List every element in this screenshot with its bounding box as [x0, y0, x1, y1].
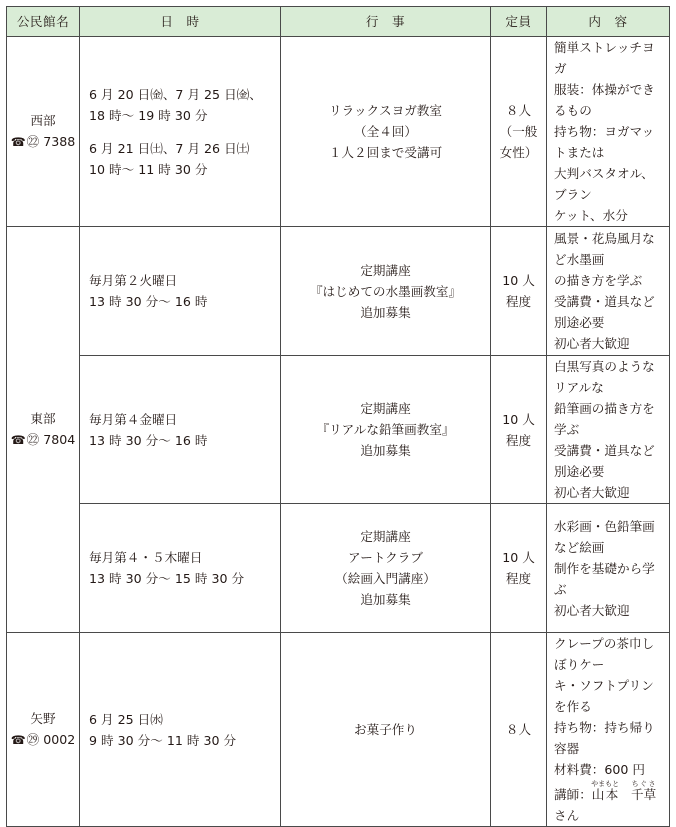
hall-name: 東部 — [30, 411, 56, 426]
hall-name: 西部 — [30, 113, 56, 128]
spacer — [89, 126, 280, 138]
datetime-line: 10 時～ 11 時 30 分 — [89, 161, 208, 177]
capacity-cell — [491, 227, 547, 356]
capacity-line: ８人 — [505, 103, 532, 118]
phone-icon: ☎ — [10, 433, 26, 447]
content-line: 鉛筆画の描き方を学ぶ — [554, 401, 655, 437]
header-event: 行 事 — [281, 7, 491, 37]
instructor-given-ruby: ちぐさ — [630, 780, 657, 788]
capacity-line: 10 人 — [502, 550, 535, 565]
content-cell — [547, 504, 670, 633]
event-line: 『はじめての水墨画教室』 — [309, 283, 462, 299]
phone-number: ㉒ 7388 — [26, 134, 76, 149]
event-line: 定期講座 — [360, 529, 411, 544]
content-line: ケット、水分 — [554, 208, 628, 223]
datetime-line: 13 時 30 分～ 16 時 — [89, 294, 208, 309]
event-line: （全４回） — [354, 124, 417, 139]
hall-cell — [7, 37, 80, 227]
content-line: 持ち物：持ち帰り容器 — [554, 720, 655, 756]
table-row — [7, 227, 670, 356]
capacity-cell — [491, 356, 547, 504]
datetime-line: 18 時～ 19 時 30 分 — [89, 107, 208, 123]
capacity-cell — [491, 37, 547, 227]
phone-number: ㉙ 0002 — [26, 732, 76, 747]
content-line: 持ち物：ヨガマットまたは — [554, 124, 655, 160]
content-line: 材料費：600 円 — [554, 762, 646, 777]
event-line: お菓子作り — [354, 722, 417, 737]
content-cell — [547, 227, 670, 356]
table-row — [7, 356, 670, 504]
table-row — [7, 504, 670, 633]
schedule-table — [6, 6, 670, 827]
capacity-line: 程度 — [505, 294, 532, 309]
instructor-family-name: 山本やまもと — [591, 780, 620, 802]
instructor-label: 講師： — [554, 787, 592, 802]
event-cell — [281, 227, 491, 356]
datetime-line: 毎月第２火曜日 — [89, 273, 178, 288]
header-capacity: 定員 — [491, 7, 547, 37]
event-line: アートクラブ — [348, 550, 423, 565]
hall-cell — [7, 227, 80, 633]
datetime-cell — [80, 356, 281, 504]
event-line: １人２回まで受講可 — [328, 145, 443, 160]
datetime-cell — [80, 37, 281, 227]
hall-name: 矢野 — [30, 711, 56, 726]
event-cell — [281, 633, 491, 827]
content-line: 簡単ストレッチヨガ — [554, 40, 655, 76]
phone-icon: ☎ — [10, 135, 26, 149]
datetime-line: 6 月 21 日㈯、7 月 26 日㈯ — [89, 140, 250, 156]
header-hall: 公民館名 — [7, 7, 80, 37]
capacity-line: 程度 — [505, 432, 532, 448]
event-line: 追加募集 — [360, 443, 411, 458]
content-line: 受講費・道具など別途必要 — [554, 443, 655, 479]
instructor-family-ruby: やまもと — [591, 780, 620, 788]
event-cell — [281, 37, 491, 227]
table-row — [7, 37, 670, 227]
header-content: 内 容 — [547, 7, 670, 37]
content-line: 初心者大歓迎 — [554, 602, 630, 618]
capacity-line: 10 人 — [502, 411, 535, 427]
capacity-cell — [491, 633, 547, 827]
content-cell — [547, 356, 670, 504]
datetime-line: 6 月 20 日㈮、7 月 25 日㈮、 — [89, 86, 262, 102]
hall-phone — [7, 429, 79, 451]
event-line: （絵画入門講座） — [335, 571, 436, 586]
datetime-line: 毎月第４金曜日 — [89, 411, 178, 427]
content-line: クレープの茶巾しぼりケー — [554, 636, 655, 672]
event-cell — [281, 356, 491, 504]
phone-number: ㉒ 7804 — [26, 432, 76, 447]
event-line: 『リアルな鉛筆画教室』 — [316, 422, 455, 437]
content-line: の描き方を学ぶ — [554, 273, 643, 288]
instructor-line — [554, 780, 665, 826]
content-cell — [547, 633, 670, 827]
datetime-line: 13 時 30 分～ 16 時 — [89, 432, 208, 448]
content-line: キ・ソフトプリンを作る — [554, 678, 654, 714]
instructor-suffix: さん — [554, 808, 580, 823]
event-line: リラックスヨガ教室 — [329, 103, 442, 118]
content-line: 白黒写真のようなリアルな — [554, 359, 655, 395]
content-line: 制作を基礎から学ぶ — [554, 560, 655, 597]
datetime-line: 6 月 25 日㈬ — [89, 711, 163, 727]
content-line: 受講費・道具など別途必要 — [554, 294, 655, 330]
content-line: 服装：体操ができるもの — [554, 82, 655, 118]
event-line: 定期講座 — [360, 262, 411, 278]
event-line: 定期講座 — [360, 401, 411, 416]
capacity-line: 10 人 — [502, 273, 535, 288]
header-row — [7, 7, 670, 37]
datetime-cell — [80, 227, 281, 356]
capacity-cell — [491, 504, 547, 633]
datetime-cell — [80, 504, 281, 633]
hall-cell — [7, 633, 80, 827]
content-cell — [547, 37, 670, 227]
event-cell — [281, 504, 491, 633]
content-line: 風景・花鳥風月など水墨画 — [554, 231, 655, 267]
instructor-given-name: 千草ちぐさ — [630, 780, 657, 802]
capacity-line: ８人 — [505, 722, 532, 737]
content-line: 大判バスタオル、ブラン — [554, 166, 654, 202]
event-line: 追加募集 — [360, 592, 411, 607]
header-datetime: 日 時 — [80, 7, 281, 37]
hall-phone — [7, 131, 79, 153]
content-line: 初心者大歓迎 — [554, 485, 630, 500]
hall-phone — [7, 729, 79, 751]
event-line: 追加募集 — [360, 304, 411, 320]
capacity-line: 女性） — [499, 145, 538, 160]
capacity-line: 程度 — [505, 571, 532, 586]
datetime-cell — [80, 633, 281, 827]
content-line: 初心者大歓迎 — [554, 336, 630, 351]
capacity-line: （一般 — [499, 124, 538, 139]
datetime-line: 9 時 30 分～ 11 時 30 分 — [89, 732, 237, 748]
content-line: 水彩画・色鉛筆画など絵画 — [554, 518, 655, 555]
datetime-line: 毎月第４・５木曜日 — [89, 550, 203, 565]
table-row — [7, 633, 670, 827]
phone-icon: ☎ — [10, 733, 26, 747]
datetime-line: 13 時 30 分～ 15 時 30 分 — [89, 571, 245, 586]
